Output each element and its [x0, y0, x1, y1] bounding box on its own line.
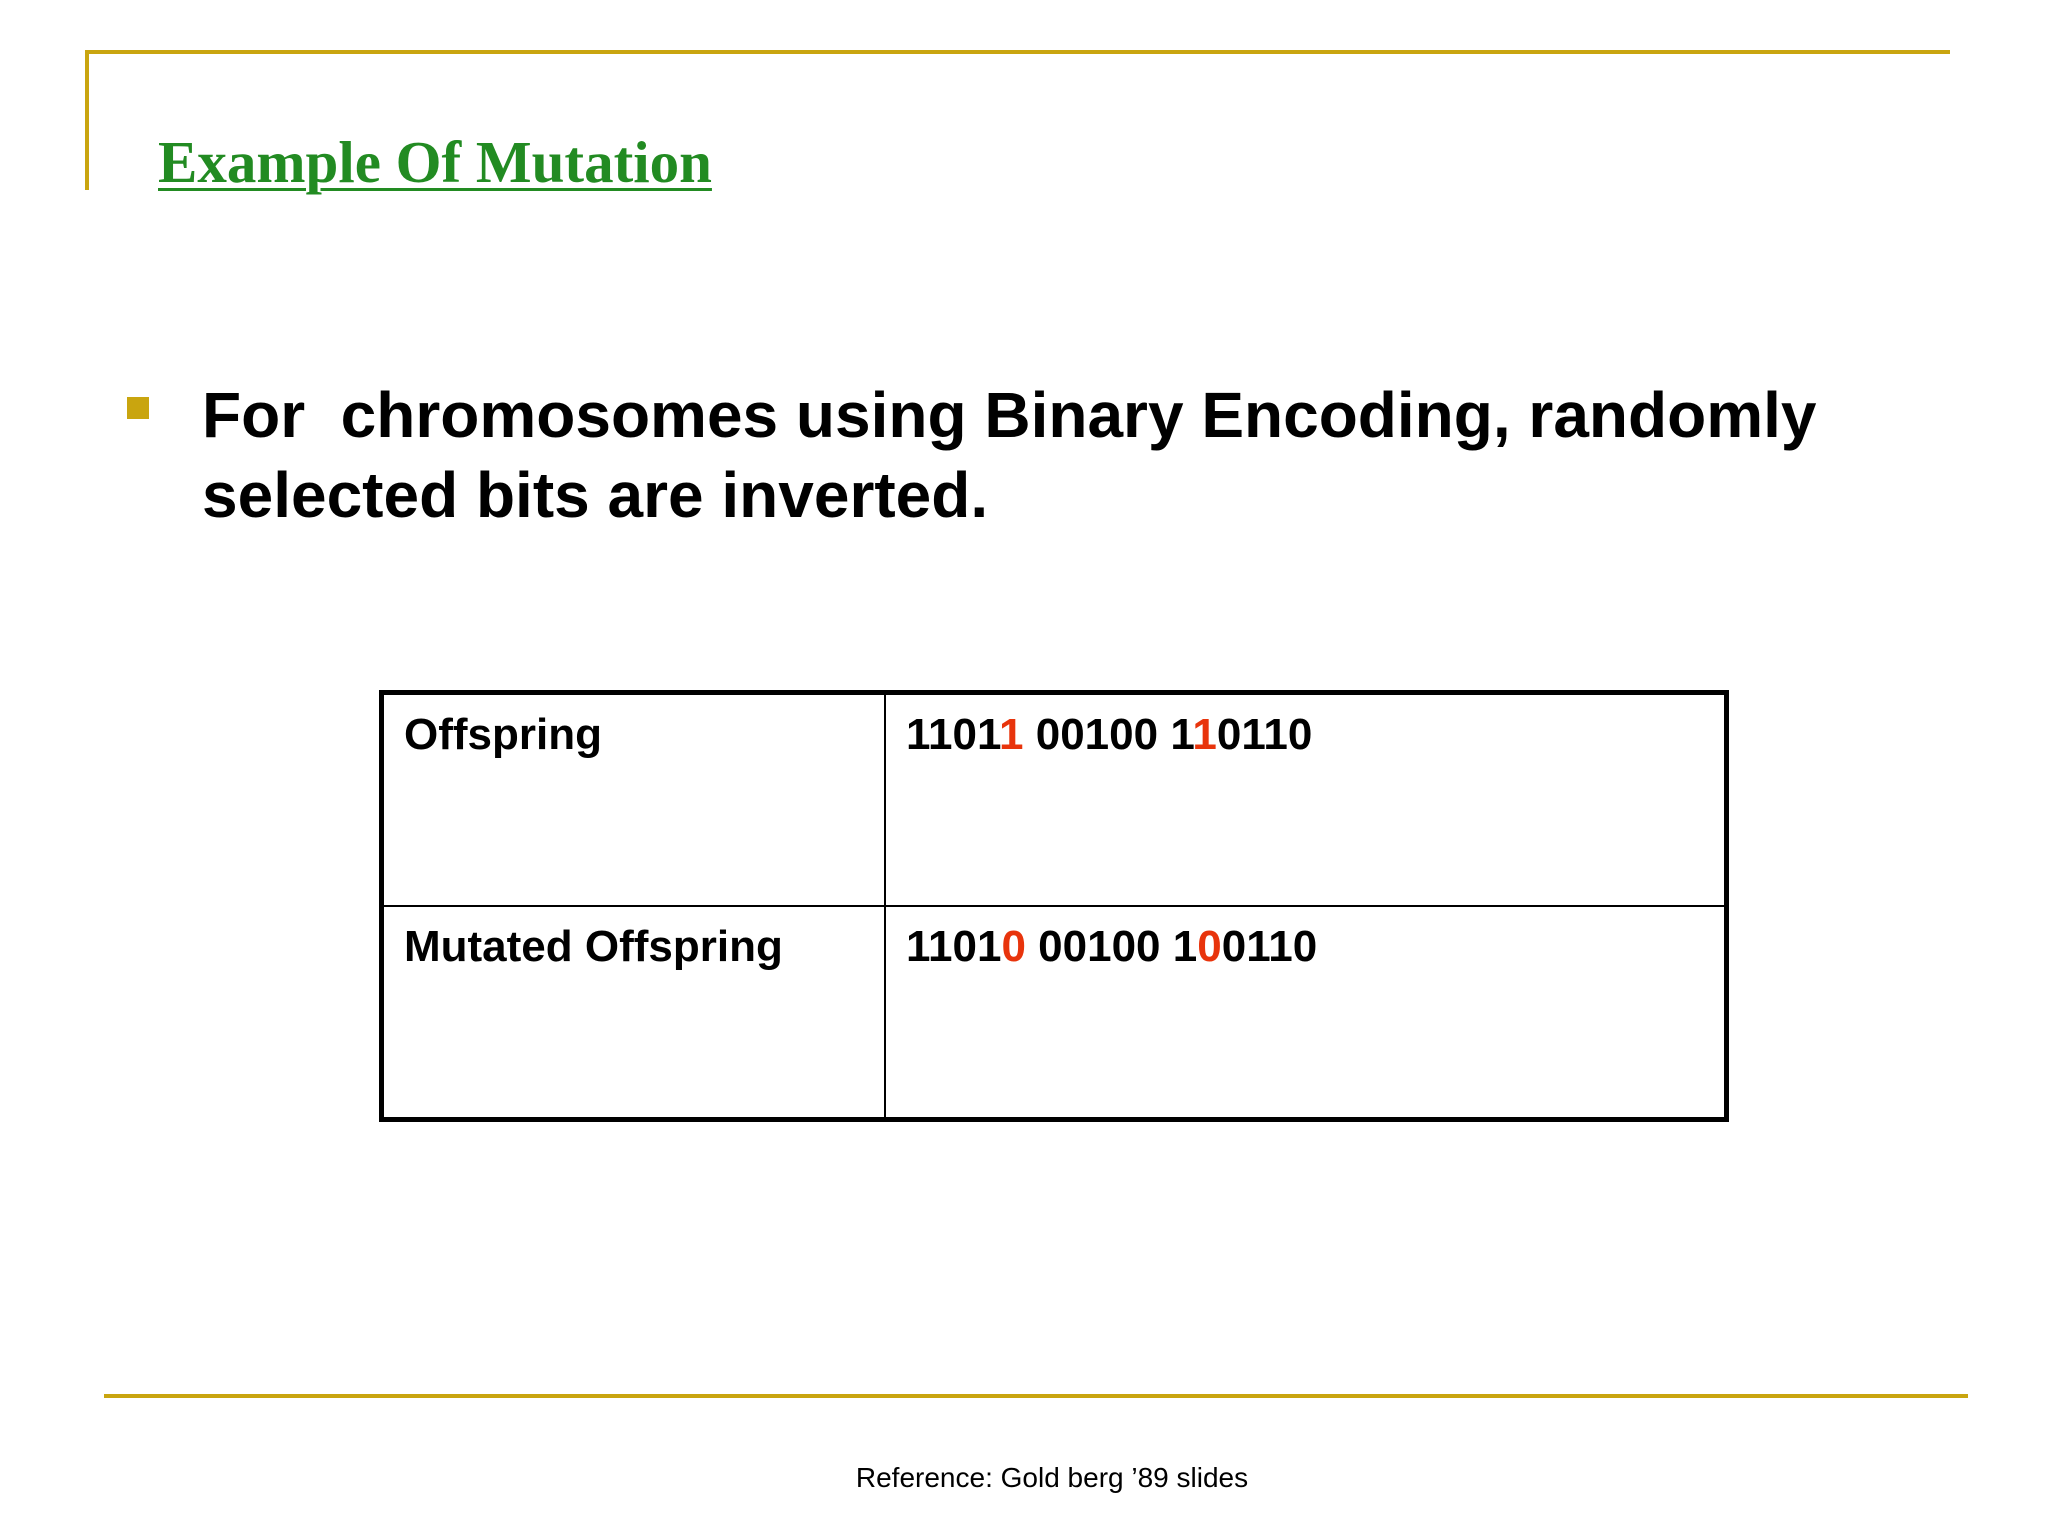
- offspring-bits-part-e: 0110: [1216, 710, 1313, 759]
- mutated-highlight-bit-2: 0: [1197, 922, 1222, 971]
- table-row-offspring: [382, 693, 1727, 907]
- offspring-bits-part-c: 00100 1: [1023, 710, 1193, 759]
- bottom-rule: [104, 1394, 1968, 1398]
- slide-title: Example Of Mutation: [158, 129, 712, 195]
- offspring-highlight-bit-1: 1: [999, 710, 1024, 759]
- mutated-bits-part-e: 0110: [1221, 922, 1318, 971]
- offspring-highlight-bit-2: 1: [1192, 710, 1217, 759]
- offspring-label-cell: [382, 693, 886, 907]
- mutated-bits-part-a: 1101: [906, 922, 1002, 971]
- mutated-bits-part-c: 00100 1: [1025, 922, 1198, 971]
- reference-note: Reference: Gold berg ’89 slides: [855, 1462, 1249, 1493]
- mutated-offspring-label-cell: [382, 906, 886, 1120]
- left-rule: [85, 50, 89, 190]
- mutated-offspring-bits-cell: [885, 906, 1727, 1120]
- offspring-bits-cell: [885, 693, 1727, 907]
- top-rule: [85, 50, 1950, 54]
- mutated-highlight-bit-1: 0: [1001, 922, 1026, 971]
- table-row-mutated-offspring: [382, 906, 1727, 1120]
- offspring-bits-part-a: 1101: [906, 710, 1000, 759]
- offspring-label: Offspring: [404, 710, 602, 759]
- bullet-text: For chromosomes using Binary Encoding, randomly selected bits are inverted.: [202, 379, 1835, 531]
- bullet-square-icon: [127, 397, 149, 419]
- mutated-offspring-label: Mutated Offspring: [404, 922, 783, 971]
- mutation-table: [379, 690, 1729, 1122]
